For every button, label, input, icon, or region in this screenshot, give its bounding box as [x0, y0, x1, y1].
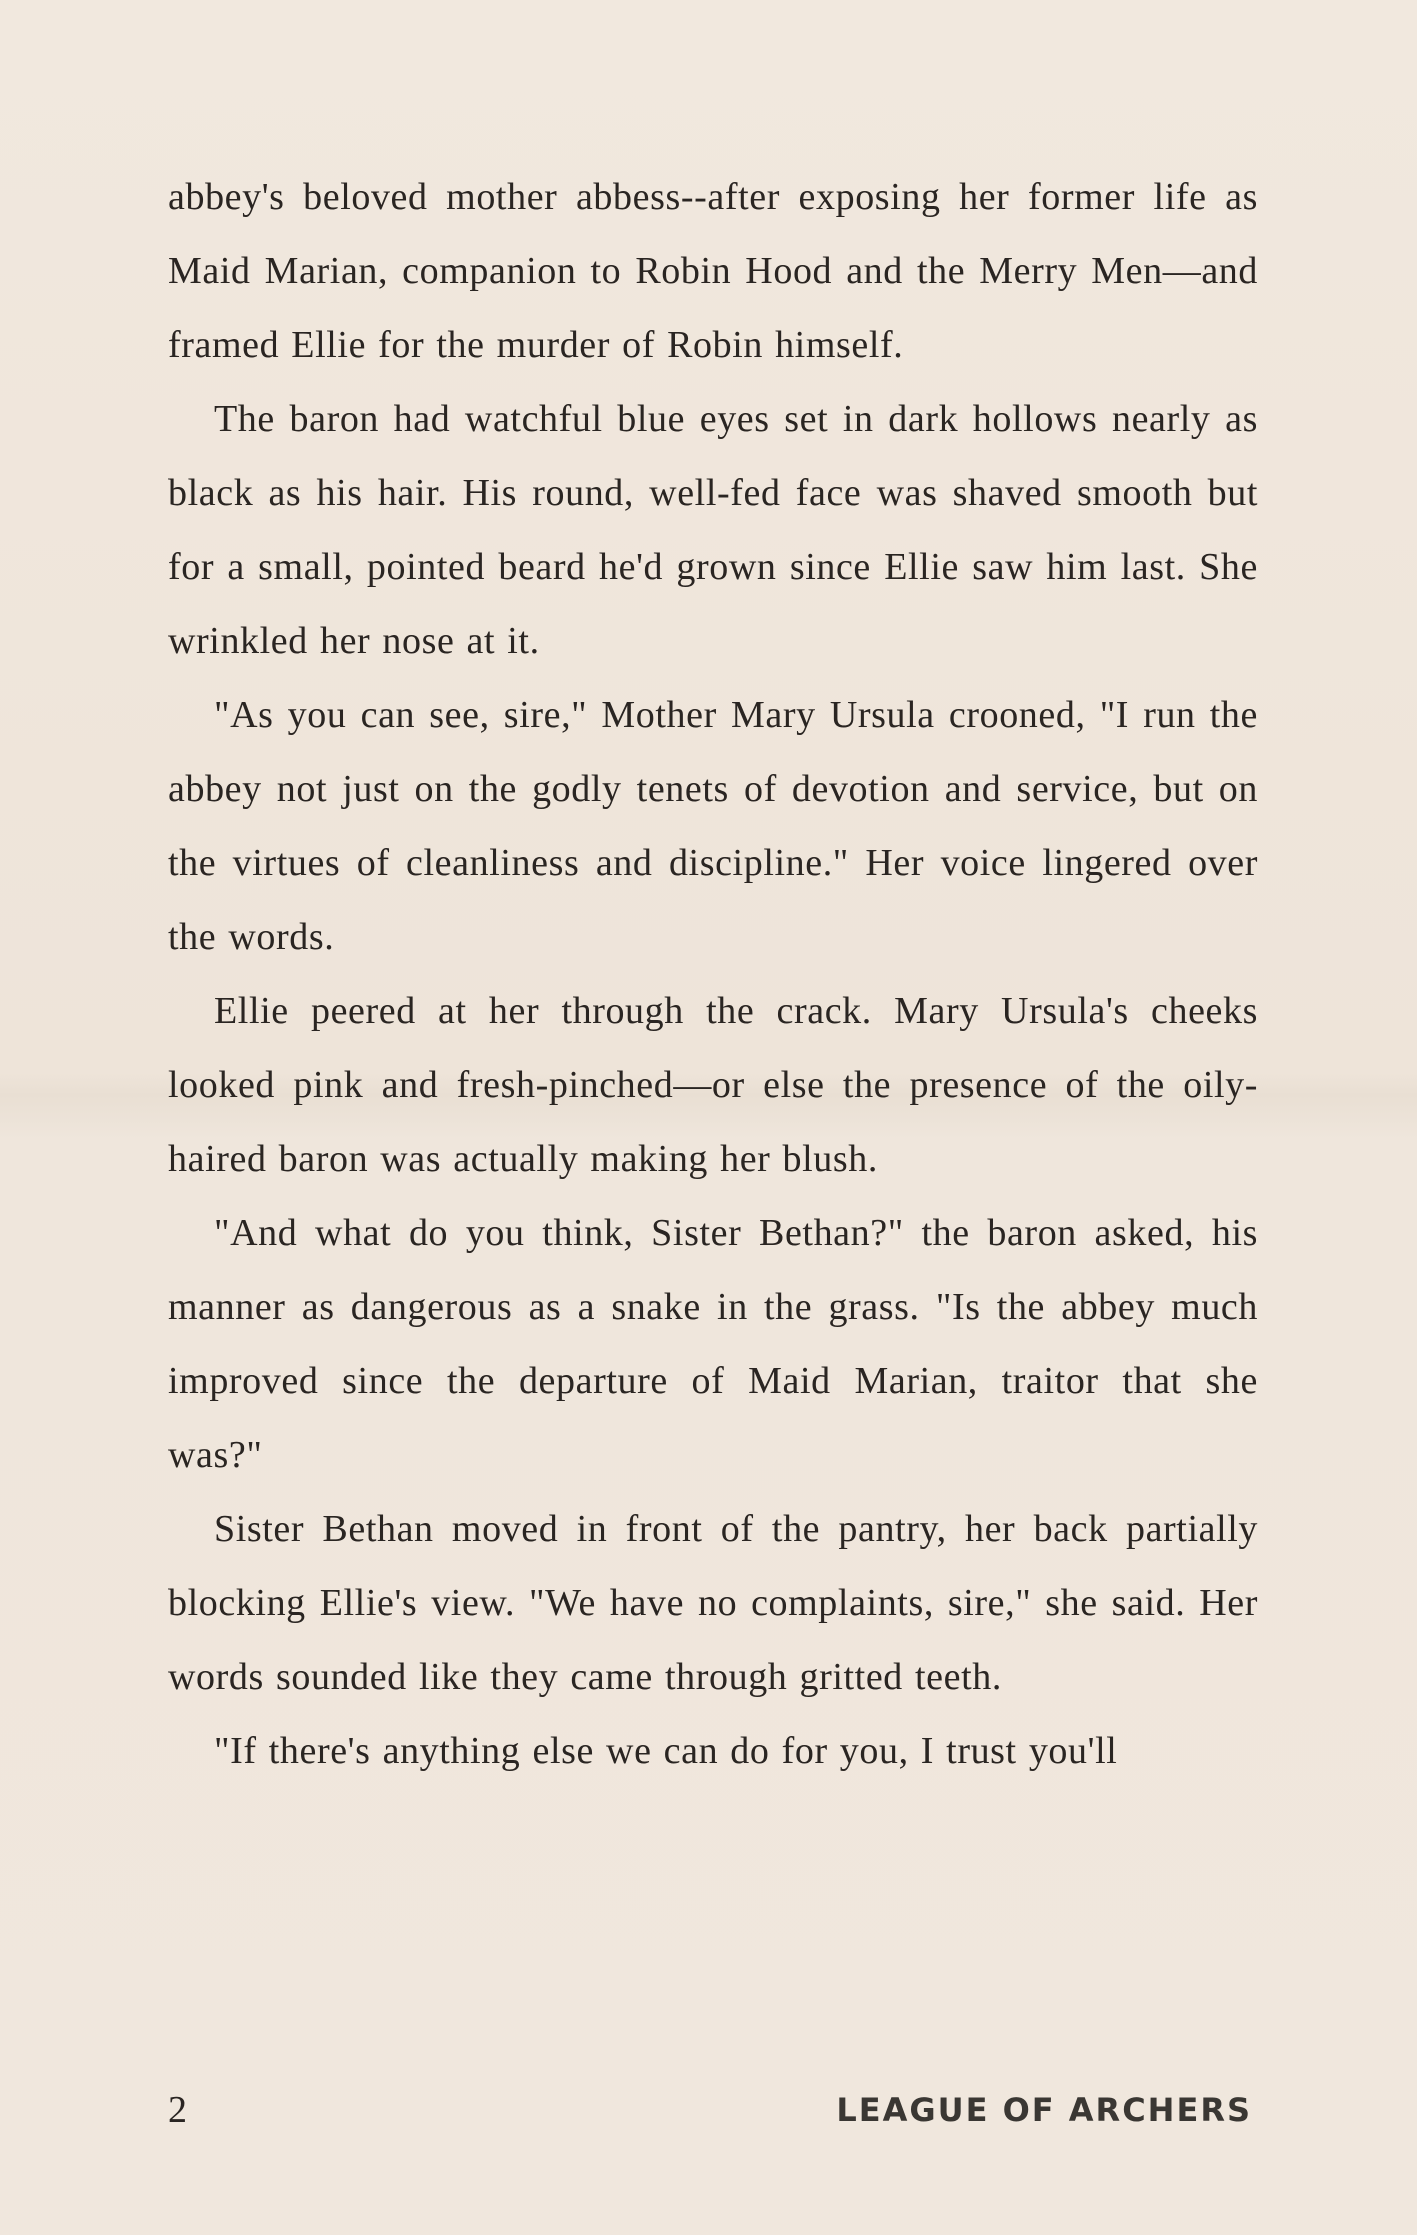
page-footer — [168, 2080, 1258, 2140]
paragraph-sister-bethan: Sister Bethan moved in front of the pantry, her back partially blocking Ellie's view. "We have no complaints, sire," she said. Her words sounded like they came through gritted teeth. — [168, 1508, 1258, 1698]
body-text — [168, 160, 1258, 1788]
running-title: LEAGUE OF ARCHERS — [836, 2091, 1252, 2129]
paragraph-baron-description: The baron had watchful blue eyes set in dark hollows nearly as black as his hair. His round, well-fed face was shaved smooth but for a small, pointed beard he'd grown since Ellie saw him last. She wrinkled her nose at it. — [168, 398, 1258, 662]
page-number: 2 — [168, 2089, 187, 2131]
paragraph-final-line: "If there's anything else we can do for you, I trust you'll — [214, 1730, 1118, 1772]
paragraph-mother-ursula: "As you can see, sire," Mother Mary Ursula crooned, "I run the abbey not just on the godly tenets of devotion and service, but on the virtues of cleanliness and discipline." Her voice lingered over the words. — [168, 694, 1258, 958]
paragraph-baron-asks: "And what do you think, Sister Bethan?" the baron asked, his manner as dangerous as a snake in the grass. "Is the abbey much improved since the departure of Maid Marian, traitor that she was?" — [168, 1212, 1258, 1476]
paragraph-continuation: abbey's beloved mother abbess--after exposing her former life as Maid Marian, companion to Robin Hood and the Merry Men—and framed Ellie for the murder of Robin himself. — [168, 176, 1258, 366]
paragraph-ellie-peers: Ellie peered at her through the crack. Mary Ursula's cheeks looked pink and fresh-pinched—or else the presence of the oily-haired baron was actually making her blush. — [168, 990, 1258, 1180]
